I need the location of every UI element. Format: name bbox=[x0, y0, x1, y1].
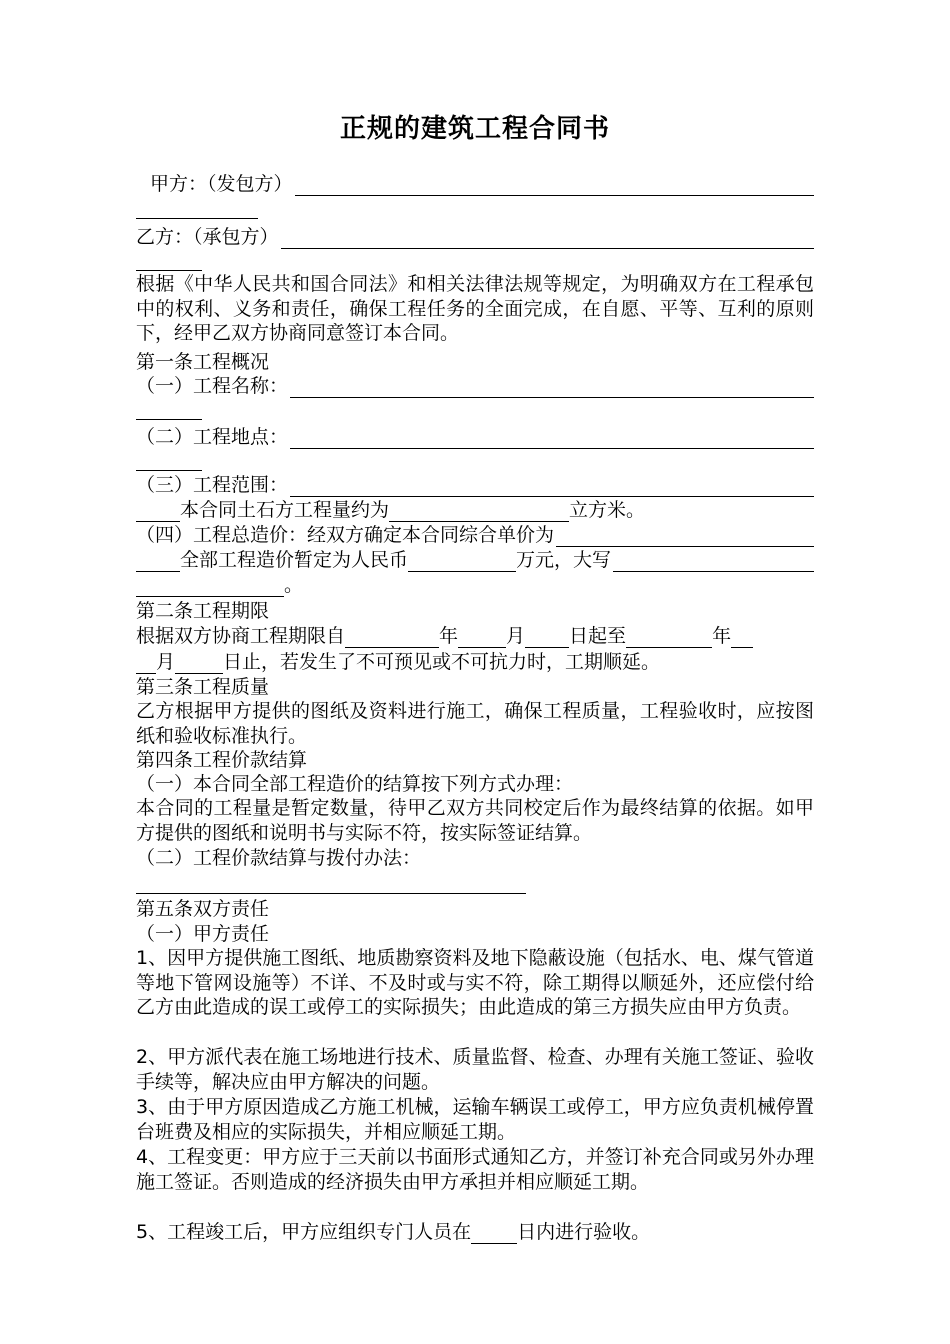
end-year-blank bbox=[626, 628, 712, 648]
duty-item-5-prefix: 5、工程竣工后，甲方应组织专门人员在 bbox=[136, 1221, 472, 1243]
acceptance-days-blank bbox=[471, 1224, 517, 1244]
project-name-label: （一）工程名称： bbox=[136, 375, 289, 397]
duty-item-5-suffix: 日内进行验收。 bbox=[517, 1221, 651, 1243]
unit-price-label: （四）工程总造价：经双方确定本合同综合单价为 bbox=[136, 524, 555, 546]
total-cost-cont bbox=[136, 573, 814, 597]
total-amount-blank bbox=[408, 552, 516, 572]
party-b-label: 乙方：（承包方） bbox=[136, 226, 279, 248]
total-end: 。 bbox=[284, 574, 304, 596]
start-day-blank bbox=[525, 628, 569, 648]
party-a-blank-cont bbox=[136, 218, 258, 219]
end-day-blank bbox=[175, 654, 223, 674]
preamble-paragraph: 根据《中华人民共和国合同法》和相关法律法规等规定，为明确双方在工程承包中的权利、义务和责任，确保工程任务的全面完成，在自愿、平等、互利的原则下，经甲乙双方协商同意签订本合同。 bbox=[136, 273, 814, 344]
quality-paragraph: 乙方根据甲方提供的图纸及资料进行施工，确保工程质量，工程验收时，应按图纸和验收标准执行。 bbox=[136, 700, 814, 747]
unit-price-blank bbox=[556, 527, 814, 547]
duty-item-4: 4、工程变更：甲方应于三天前以书面形式通知乙方，并签订补充合同或另外办理施工签证。否则造成的经济损失由甲方承担并相应顺延工期。 bbox=[136, 1146, 814, 1193]
party-b-blank bbox=[281, 229, 814, 249]
article-4-heading: 第四条工程价款结算 bbox=[136, 749, 308, 771]
start-month-blank bbox=[458, 628, 506, 648]
party-a-blank bbox=[295, 176, 814, 196]
total-prefix: 全部工程造价暂定为人民币 bbox=[180, 549, 409, 571]
total-cost-row bbox=[136, 548, 814, 572]
volume-suffix: 立方米。 bbox=[569, 499, 646, 521]
project-name-blank-cont bbox=[136, 419, 202, 420]
volume-lead-blank bbox=[136, 502, 180, 522]
party-b-blank-cont bbox=[136, 270, 202, 271]
volume-prefix: 本合同土石方工程量约为 bbox=[180, 499, 390, 521]
settlement-paragraph: 本合同的工程量是暂定数量，待甲乙双方共同校定后作为最终结算的依据。如甲方提供的图纸和说明书与实际不符，按实际签证结算。 bbox=[136, 797, 814, 844]
payment-method-label: （二）工程价款结算与拨付办法： bbox=[136, 847, 422, 869]
volume-blank bbox=[389, 502, 569, 522]
total-lead-blank bbox=[136, 552, 180, 572]
unit-price-row bbox=[136, 523, 814, 547]
total-words-blank-cont bbox=[136, 577, 284, 597]
end-month-unit: 月 bbox=[156, 651, 176, 673]
article-2-heading: 第二条工程期限 bbox=[136, 600, 270, 622]
total-words-blank bbox=[613, 552, 814, 572]
project-scope-blank bbox=[290, 477, 814, 497]
project-scope-label: （三）工程范围： bbox=[136, 474, 289, 496]
article-5-heading: 第五条双方责任 bbox=[136, 898, 270, 920]
project-scope-row bbox=[136, 473, 814, 497]
article-3-heading: 第三条工程质量 bbox=[136, 676, 270, 698]
term-row-1 bbox=[136, 624, 814, 648]
end-month-blank-cont bbox=[136, 654, 156, 674]
total-mid: 万元，大写 bbox=[516, 549, 612, 571]
end-month-blank bbox=[731, 628, 753, 648]
duty-item-5 bbox=[136, 1220, 814, 1244]
party-a-row bbox=[150, 172, 814, 196]
party-a-label: 甲方：（发包方） bbox=[150, 173, 293, 195]
duty-item-3: 3、由于甲方原因造成乙方施工机械，运输车辆误工或停工，甲方应负责机械停置台班费及相应的实际损失，并相应顺延工期。 bbox=[136, 1096, 814, 1143]
end-year-unit: 年 bbox=[712, 625, 732, 647]
party-a-duties-heading: （一）甲方责任 bbox=[136, 923, 270, 945]
duty-item-2: 2、甲方派代表在施工场地进行技术、质量监督、检查、办理有关施工签证、验收手续等，解决应由甲方解决的问题。 bbox=[136, 1046, 814, 1093]
duty-item-1: 1、因甲方提供施工图纸、地质勘察资料及地下隐蔽设施（包括水、电、煤气管道等地下管网设施等）不详、不及时或与实不符，除工期得以顺延外，还应偿付给乙方由此造成的误工或停工的实际损失；由此造成的第三方损失应由甲方负责。 bbox=[136, 947, 814, 1018]
start-day-unit: 日起至 bbox=[569, 625, 627, 647]
start-month-unit: 月 bbox=[506, 625, 526, 647]
article-1-heading: 第一条工程概况 bbox=[136, 351, 270, 373]
project-site-row bbox=[136, 425, 814, 449]
project-site-blank-cont bbox=[136, 470, 202, 471]
term-end-text: 日止，若发生了不可预见或不可抗力时，工期顺延。 bbox=[223, 651, 661, 673]
start-year-blank bbox=[345, 628, 439, 648]
project-site-label: （二）工程地点： bbox=[136, 426, 289, 448]
payment-method-blank bbox=[136, 893, 526, 894]
settlement-method: （一）本合同全部工程造价的结算按下列方式办理： bbox=[136, 773, 574, 795]
document-title: 正规的建筑工程合同书 bbox=[339, 114, 610, 144]
volume-row bbox=[136, 498, 814, 522]
term-from-label: 根据双方协商工程期限自 bbox=[136, 625, 346, 647]
term-row-2 bbox=[136, 650, 814, 674]
party-b-row bbox=[136, 225, 814, 249]
project-name-row bbox=[136, 374, 814, 398]
project-site-blank bbox=[290, 429, 814, 449]
project-name-blank bbox=[290, 378, 814, 398]
start-year-unit: 年 bbox=[439, 625, 459, 647]
